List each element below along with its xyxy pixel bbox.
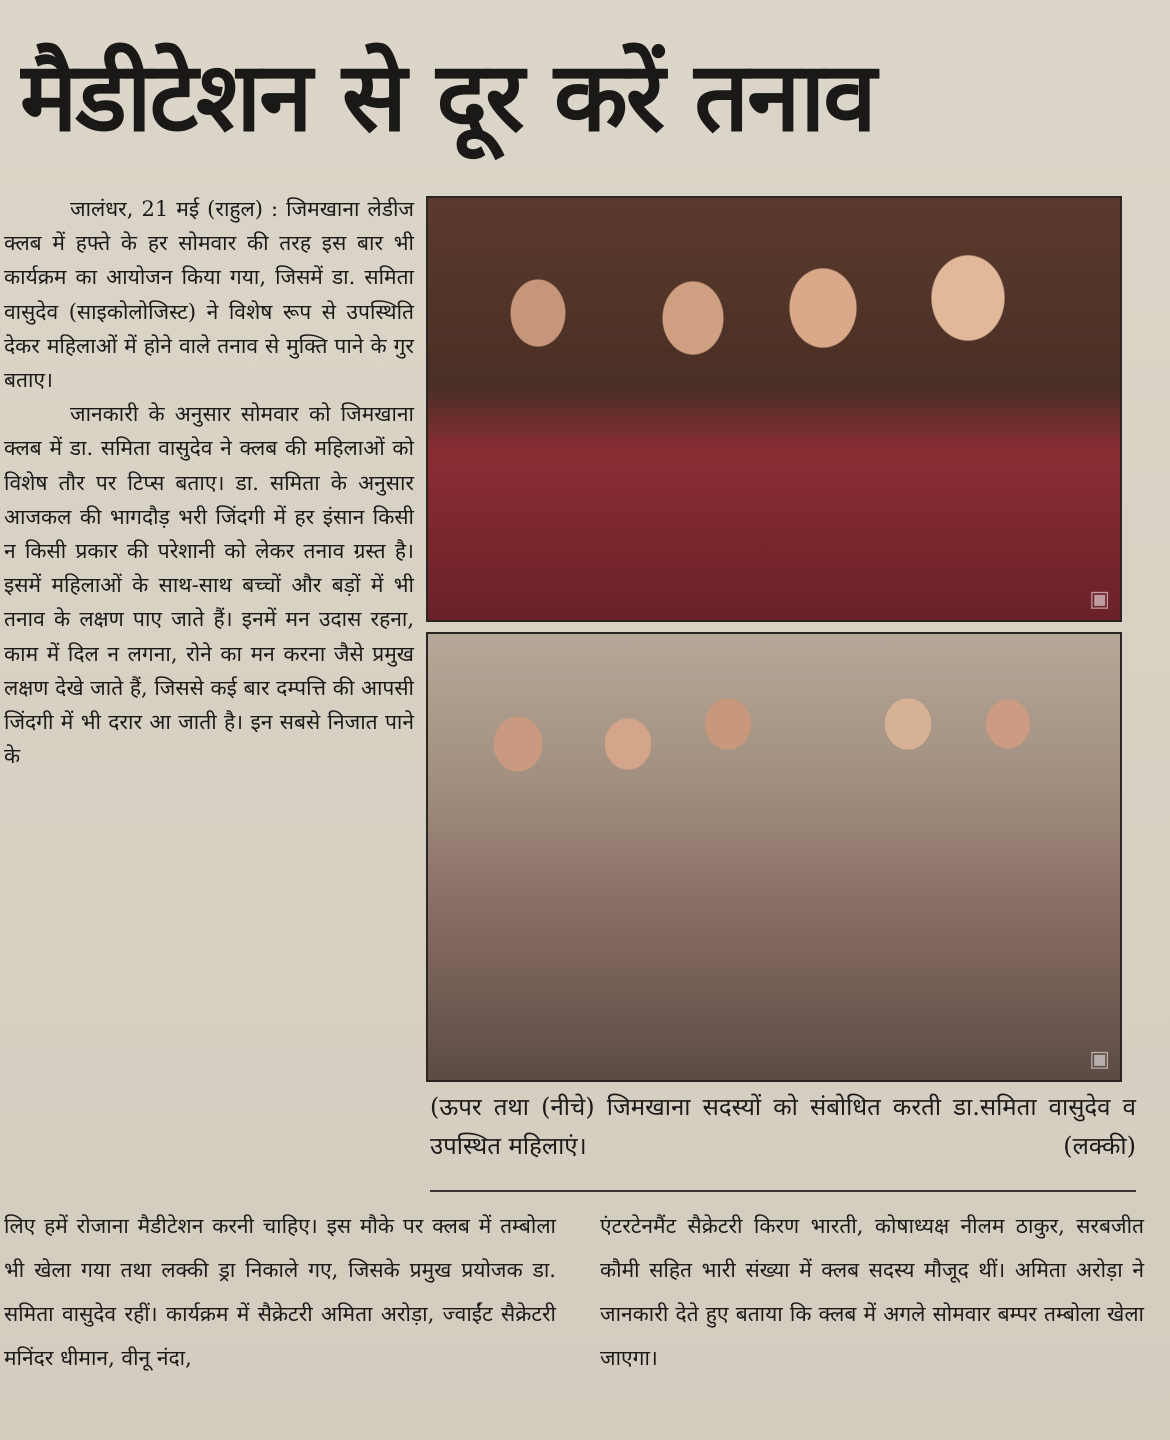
article-intro: जालंधर, 21 मई (राहुल) : जिमखाना लेडीज क्लब में हफ्ते के हर सोमवार की तरह इस बार भी कार्यक्रम का आयोजन किया गया, जिसमें डा. समिता वासुदेव (साइकोलोजिस्ट) ने विशेष रूप से उपस्थिति देकर महिलाओं में होने वाले तनाव से मुक्ति पाने के गुर बताए। [4,197,414,393]
caption-divider [430,1190,1136,1192]
article-left-column [4,192,414,773]
photo-caption [430,1088,1136,1166]
top-photo [426,196,1122,622]
article-paragraph: जानकारी के अनुसार सोमवार को जिमखाना क्लब में डा. समिता वासुदेव ने क्लब की महिलाओं को विशेष तौर पर टिप्स बताए। डा. समिता के अनुसार आजकल की भागदौड़ भरी जिंदगी में हर इंसान किसी न किसी प्रकार की परेशानी को लेकर तनाव ग्रस्त है। इसमें महिलाओं के साथ-साथ बच्चों और बड़ों में भी तनाव के लक्षण पाए जाते हैं। इनमें मन उदास रहना, काम में दिल न लगना, रोने का मन करना जैसे प्रमुख लक्षण देखे जाते हैं, जिससे कई बार दम्पत्ति की आपसी जिंदगी में भी दरार आ जाती है। इन सबसे निजात पाने के [4,402,414,769]
photo-icon: ▣ [1089,587,1110,612]
article-bottom-right: एंटरटेनमैंट सैक्रेटरी किरण भारती, कोषाध्यक्ष नीलम ठाकुर, सरबजीत कौमी सहित भारी संख्या में क्लब सदस्य मौजूद थीं। अमिता अरोड़ा ने जानकारी देते हुए बताया कि क्लब में अगले सोमवार बम्पर तम्बोला खेला जाएगा। [600,1214,1144,1370]
article-bottom-left: लिए हमें रोजाना मैडीटेशन करनी चाहिए। इस मौके पर क्लब में तम्बोला भी खेला गया तथा लक्की ड्रा निकाले गए, जिसके प्रमुख प्रयोजक डा. समिता वासुदेव रहीं। कार्यक्रम में सैक्रेटरी अमिता अरोड़ा, ज्वाईंट सैक्रेटरी मनिंदर धीमान, वीनू नंदा, [4,1214,556,1370]
headline: मैडीटेशन से दूर करें तनाव [20,41,875,153]
bottom-photo [426,632,1122,1082]
article-bottom [4,1204,1144,1380]
photo-credit: (लक्की) [1063,1132,1136,1160]
caption-text: (ऊपर तथा (नीचे) जिमखाना सदस्यों को संबोधित करती डा.समिता वासुदेव व उपस्थित महिलाएं। [430,1093,1136,1160]
photo-icon: ▣ [1089,1047,1110,1072]
